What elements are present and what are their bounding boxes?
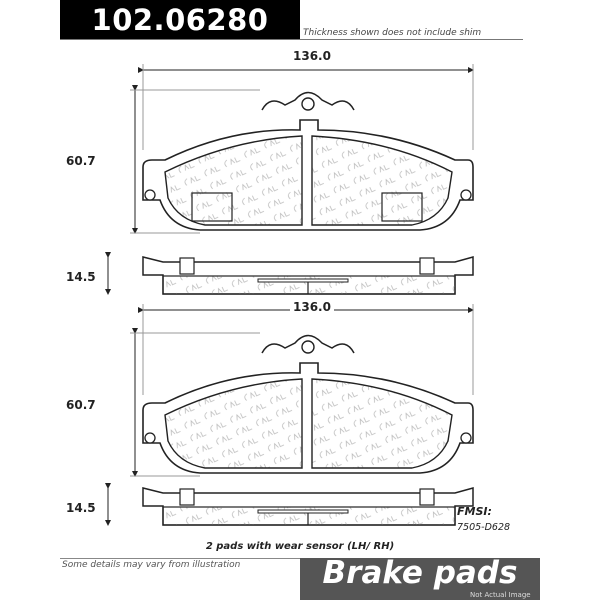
bottom-pad-side (143, 488, 473, 525)
top-pad-face (143, 93, 473, 231)
thickness-dim-top: 14.5 (66, 270, 96, 284)
image-note: Not Actual Image (470, 591, 531, 599)
disclaimer: Some details may vary from illustration (62, 560, 241, 570)
bottom-pad-face (143, 336, 473, 474)
part-number: 102.06280 (60, 0, 300, 40)
fmsi-label: FMSI: (457, 505, 492, 518)
fmsi-code: 7505-D628 (457, 522, 511, 533)
thickness-note: Thickness shown does not include shim (303, 28, 482, 38)
top-pad-side (143, 257, 473, 294)
thickness-dim-bottom: 14.5 (66, 501, 96, 515)
height-dim-top: 60.7 (66, 154, 96, 168)
product-banner: Brake pads (322, 555, 518, 591)
width-dim-bottom: 136.0 (290, 300, 334, 314)
caption: 2 pads with wear sensor (LH/ RH) (205, 541, 395, 552)
height-dim-bottom: 60.7 (66, 398, 96, 412)
width-dim-top: 136.0 (290, 49, 334, 63)
